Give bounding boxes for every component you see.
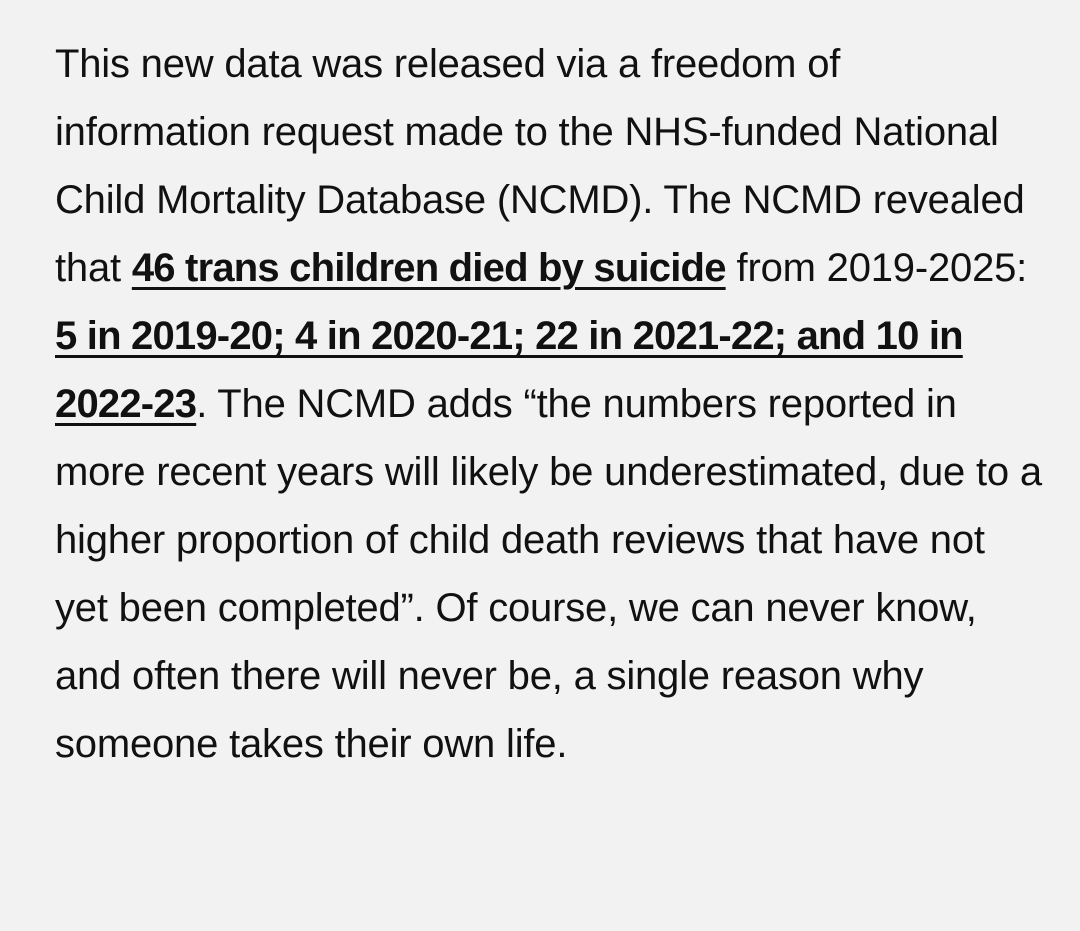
article-body — [55, 30, 1045, 778]
link-yearly-breakdown[interactable]: 5 in 2019-20; 4 in 2020-21; 22 in 2021-22; and 10 in 2022-23 — [55, 314, 963, 426]
link-46-trans-children-suicide[interactable]: 46 trans children died by suicide — [131, 246, 726, 290]
paragraph-text-conclusion: . The NCMD adds “the numbers reported in more recent years will likely be underestimated, due to a higher proportion of child death reviews that have not yet been completed”. Of course, we can never know, and often there will never be, a single reason why someone takes their own life. — [55, 382, 1042, 766]
paragraph-text-range: from 2019-2025: — [725, 246, 1028, 290]
paragraph-text-intro: This new data was released via a freedom of information request made to the NHS-funded National Child Mortality Database (NCMD). The NCMD revealed that — [55, 42, 1025, 290]
article-paragraph — [55, 30, 1045, 778]
